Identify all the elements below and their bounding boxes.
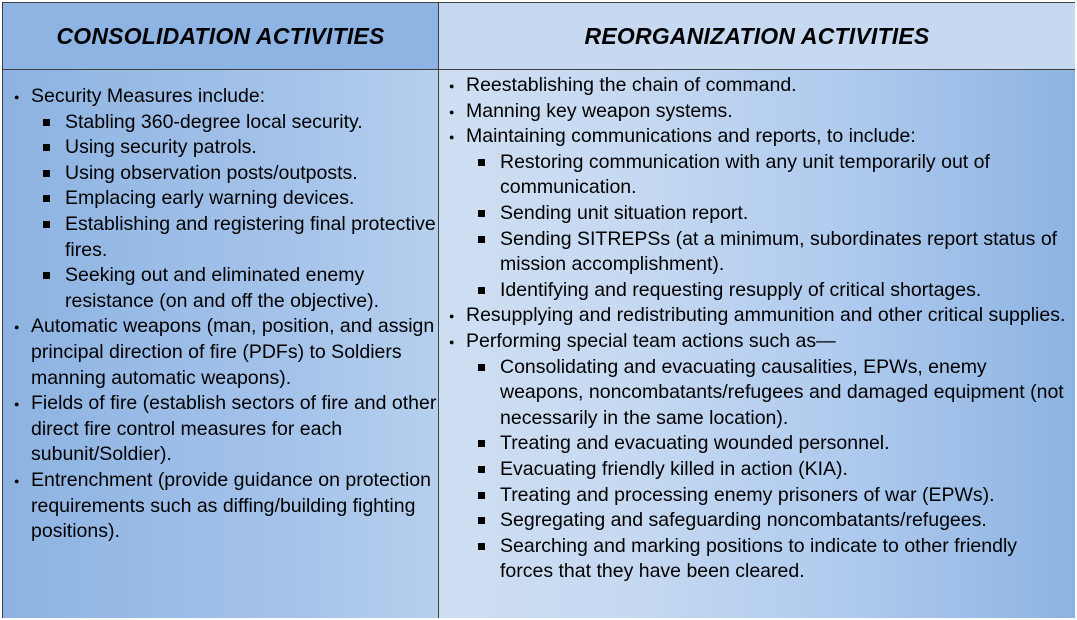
reorganization-subitem-text: Identifying and requesting resupply of critical shortages. xyxy=(500,278,982,301)
consolidation-subitem-text: Using security patrols. xyxy=(65,136,257,159)
consolidation-list xyxy=(11,84,438,545)
reorganization-list xyxy=(446,73,1075,585)
consolidation-item-text: Fields of fire (establish sectors of fire and other direct fire control measures for each subunit/Soldier). xyxy=(31,392,437,466)
square-bullet-icon xyxy=(478,287,485,294)
square-bullet-icon xyxy=(478,517,485,524)
square-bullet-icon xyxy=(43,119,50,126)
reorganization-item-text: Manning key weapon systems. xyxy=(466,99,733,122)
reorganization-subitem xyxy=(466,355,1075,432)
round-bullet-icon: ● xyxy=(449,106,455,117)
activities-table xyxy=(2,2,1075,618)
square-bullet-icon xyxy=(478,543,485,550)
reorganization-sublist xyxy=(466,355,1075,585)
reorganization-subitem xyxy=(466,278,1075,304)
consolidation-item xyxy=(11,468,438,545)
consolidation-item-text: Automatic weapons (man, position, and assign principal direction of fire (PDFs) to Soldiers manning automatic weapons). xyxy=(31,315,435,389)
reorganization-header-text: REORGANIZATION ACTIVITIES xyxy=(584,22,930,49)
reorganization-subitem xyxy=(466,431,1075,457)
square-bullet-icon xyxy=(43,195,50,202)
reorganization-item-text: Resupplying and redistributing ammunition and other critical supplies. xyxy=(466,304,1066,327)
round-bullet-icon: ● xyxy=(449,311,455,322)
consolidation-sublist xyxy=(31,110,438,315)
square-bullet-icon xyxy=(478,210,485,217)
square-bullet-icon xyxy=(478,466,485,473)
reorganization-header xyxy=(439,3,1075,70)
square-bullet-icon xyxy=(43,272,50,279)
round-bullet-icon: ● xyxy=(449,132,455,143)
square-bullet-icon xyxy=(478,440,485,447)
consolidation-subitem-text: Establishing and registering final protective fires. xyxy=(65,212,436,261)
reorganization-item xyxy=(446,303,1075,329)
square-bullet-icon xyxy=(43,144,50,151)
reorganization-item xyxy=(446,124,1075,303)
square-bullet-icon xyxy=(43,170,50,177)
consolidation-subitem xyxy=(31,135,438,161)
reorganization-subitem-text: Treating and processing enemy prisoners of war (EPWs). xyxy=(500,483,995,506)
consolidation-item-text: Entrenchment (provide guidance on protection requirements such as diffing/building fighting positions). xyxy=(31,468,431,543)
consolidation-subitem-text: Using observation posts/outposts. xyxy=(65,161,358,184)
reorganization-item xyxy=(446,73,1075,99)
consolidation-subitem-text: Emplacing early warning devices. xyxy=(65,187,355,210)
round-bullet-icon: ● xyxy=(14,399,20,410)
reorganization-item-text: Reestablishing the chain of command. xyxy=(466,74,797,96)
square-bullet-icon xyxy=(478,364,485,371)
reorganization-item-text: Performing special team actions such as— xyxy=(466,329,836,352)
reorganization-subitem-text: Restoring communication with any unit temporarily out of communication. xyxy=(500,150,990,199)
reorganization-subitem-text: Treating and evacuating wounded personnel. xyxy=(500,432,890,455)
reorganization-subitem-text: Searching and marking positions to indicate to other friendly forces that they have been cleared. xyxy=(500,534,1018,583)
consolidation-subitem xyxy=(31,161,438,187)
square-bullet-icon xyxy=(43,221,50,228)
round-bullet-icon: ● xyxy=(14,322,20,333)
consolidation-header-text: CONSOLIDATION ACTIVITIES xyxy=(56,22,385,49)
square-bullet-icon xyxy=(478,159,485,166)
consolidation-item xyxy=(11,314,438,391)
reorganization-item xyxy=(446,99,1075,125)
reorganization-subitem xyxy=(466,508,1075,534)
reorganization-subitem-text: Segregating and safeguarding noncombatants/refugees. xyxy=(500,509,987,532)
reorganization-subitem xyxy=(466,483,1075,509)
reorganization-subitem xyxy=(466,201,1075,227)
consolidation-item xyxy=(11,391,438,468)
consolidation-subitem-text: Stabling 360-degree local security. xyxy=(65,110,363,133)
reorganization-item xyxy=(446,329,1075,585)
round-bullet-icon: ● xyxy=(14,92,20,102)
reorganization-subitem-text: Evacuating friendly killed in action (KIA). xyxy=(500,457,848,480)
reorganization-subitem-text: Sending SITREPSs (at a minimum, subordinates report status of mission accomplishment). xyxy=(500,227,1058,276)
reorganization-subitem xyxy=(466,227,1075,278)
consolidation-item xyxy=(11,84,438,314)
reorganization-subitem xyxy=(466,534,1075,585)
reorganization-subitem xyxy=(466,150,1075,201)
consolidation-header xyxy=(3,3,439,70)
consolidation-cell xyxy=(3,70,439,618)
consolidation-subitem xyxy=(31,263,438,314)
consolidation-subitem xyxy=(31,186,438,212)
consolidation-item-text: Security Measures include: xyxy=(31,85,266,107)
consolidation-subitem-text: Seeking out and eliminated enemy resistance (on and off the objective). xyxy=(65,264,379,312)
square-bullet-icon xyxy=(478,492,485,499)
reorganization-subitem-text: Sending unit situation report. xyxy=(500,201,749,224)
reorganization-item-text: Maintaining communications and reports, to include: xyxy=(466,125,916,148)
reorganization-cell xyxy=(439,70,1075,618)
square-bullet-icon xyxy=(478,236,485,243)
reorganization-subitem-text: Consolidating and evacuating causalities, EPWs, enemy weapons, noncombatants/refugees and damaged equipment (not necessarily in the same location). xyxy=(500,355,1064,429)
reorganization-sublist xyxy=(466,150,1075,304)
consolidation-subitem xyxy=(31,212,438,263)
round-bullet-icon: ● xyxy=(449,336,455,347)
round-bullet-icon: ● xyxy=(14,475,20,486)
reorganization-subitem xyxy=(466,457,1075,483)
consolidation-subitem xyxy=(31,110,438,136)
round-bullet-icon: ● xyxy=(449,81,455,91)
